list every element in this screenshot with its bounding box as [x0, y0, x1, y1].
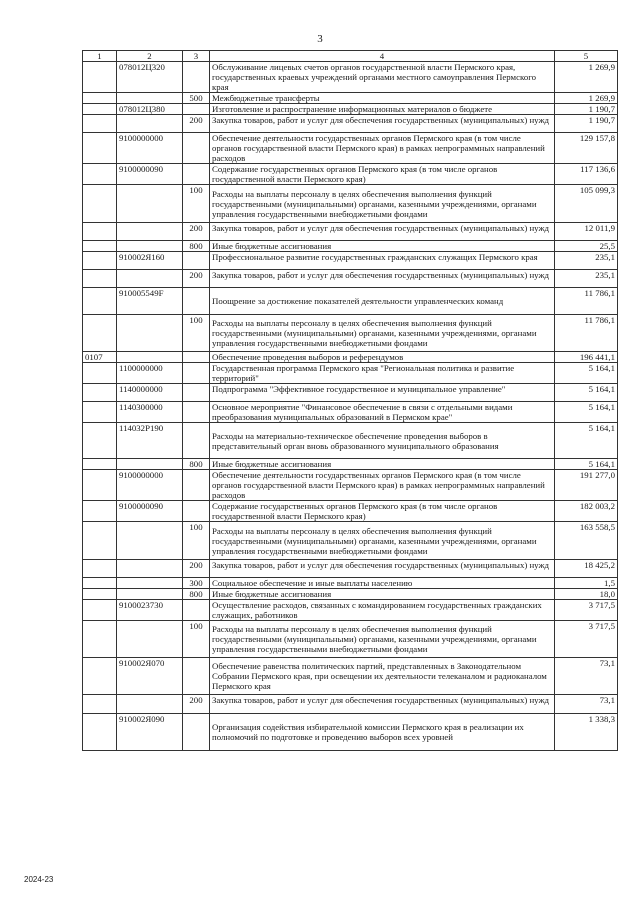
expense-type-cell: 100: [183, 185, 210, 223]
section-code-cell: [83, 164, 117, 185]
amount-cell: 1 190,7: [555, 115, 618, 133]
table-row: [83, 459, 618, 470]
table-row: [83, 522, 618, 560]
description-cell: Обеспечение деятельности государственных органов Пермского края (в том числе органов государственной власти Пермского края) в рамках непрограммных направлений расходов: [210, 470, 555, 501]
table-row: [83, 501, 618, 522]
amount-cell: 1 338,3: [555, 714, 618, 751]
table-row: [83, 621, 618, 658]
table-row: [83, 352, 618, 363]
header-cell: 5: [555, 51, 618, 62]
target-article-cell: [117, 522, 183, 560]
amount-cell: 1 190,7: [555, 104, 618, 115]
description-cell: Расходы на материально-техническое обеспечение проведения выборов в представительный орган вновь образованного муниципального образования: [210, 423, 555, 459]
description-cell: Закупка товаров, работ и услуг для обеспечения государственных (муниципальных) нужд: [210, 695, 555, 714]
table-row: [83, 62, 618, 93]
table-row: [83, 315, 618, 352]
section-code-cell: [83, 522, 117, 560]
amount-cell: 117 136,6: [555, 164, 618, 185]
description-cell: Основное мероприятие "Финансовое обеспечение в связи с отдельными видами преобразования муниципальных образований в Пермском крае": [210, 402, 555, 423]
expense-type-cell: [183, 164, 210, 185]
expense-type-cell: [183, 363, 210, 384]
section-code-cell: [83, 104, 117, 115]
header-cell: 1: [83, 51, 117, 62]
description-cell: Расходы на выплаты персоналу в целях обеспечения выполнения функций государственными (муниципальными) органами, казенными учреждениями, органами управления государственными внебюджетными фондами: [210, 315, 555, 352]
section-code-cell: [83, 589, 117, 600]
amount-cell: 3 717,5: [555, 621, 618, 658]
header-cell: 3: [183, 51, 210, 62]
expense-type-cell: [183, 62, 210, 93]
description-cell: Закупка товаров, работ и услуг для обеспечения государственных (муниципальных) нужд: [210, 560, 555, 578]
expense-type-cell: 200: [183, 115, 210, 133]
table-row: [83, 252, 618, 270]
amount-cell: 11 786,1: [555, 315, 618, 352]
table-row: [83, 241, 618, 252]
page-number: 3: [317, 33, 323, 45]
description-cell: Подпрограмма "Эффективное государственное и муниципальное управление": [210, 384, 555, 402]
amount-cell: 5 164,1: [555, 402, 618, 423]
table-row: [83, 560, 618, 578]
section-code-cell: [83, 658, 117, 695]
amount-cell: 196 441,1: [555, 352, 618, 363]
target-article-cell: [117, 241, 183, 252]
description-cell: Государственная программа Пермского края "Региональная политика и развитие территорий": [210, 363, 555, 384]
description-cell: Организация содействия избирательной комиссии Пермского края в реализации их полномочий по подготовке и проведению выборов всех уровней: [210, 714, 555, 751]
amount-cell: 5 164,1: [555, 459, 618, 470]
description-cell: Обеспечение деятельности государственных органов Пермского края (в том числе органов государственной власти Пермского края) в рамках непрограммных направлений расходов: [210, 133, 555, 164]
section-code-cell: [83, 252, 117, 270]
expense-type-cell: [183, 714, 210, 751]
expense-type-cell: 200: [183, 270, 210, 288]
section-code-cell: [83, 315, 117, 352]
target-article-cell: 078012Ц320: [117, 62, 183, 93]
amount-cell: 235,1: [555, 270, 618, 288]
table-row: [83, 133, 618, 164]
table-row: [83, 578, 618, 589]
expense-type-cell: 200: [183, 223, 210, 241]
table-row: [83, 423, 618, 459]
target-article-cell: 114032Р190: [117, 423, 183, 459]
amount-cell: 73,1: [555, 695, 618, 714]
expense-type-cell: [183, 352, 210, 363]
description-cell: Межбюджетные трансферты: [210, 93, 555, 104]
target-article-cell: 910002Я090: [117, 714, 183, 751]
amount-cell: 129 157,8: [555, 133, 618, 164]
amount-cell: 1,5: [555, 578, 618, 589]
target-article-cell: [117, 352, 183, 363]
section-code-cell: [83, 185, 117, 223]
expense-type-cell: 300: [183, 578, 210, 589]
target-article-cell: [117, 695, 183, 714]
table-row: [83, 115, 618, 133]
section-code-cell: [83, 115, 117, 133]
header-cell: 2: [117, 51, 183, 62]
target-article-cell: 9100000090: [117, 501, 183, 522]
target-article-cell: 1140300000: [117, 402, 183, 423]
description-cell: Иные бюджетные ассигнования: [210, 459, 555, 470]
table-row: [83, 164, 618, 185]
amount-cell: 182 003,2: [555, 501, 618, 522]
document-code: 2024-23: [24, 875, 54, 884]
budget-table: [82, 50, 618, 751]
section-code-cell: [83, 62, 117, 93]
target-article-cell: 9100000000: [117, 133, 183, 164]
description-cell: Расходы на выплаты персоналу в целях обеспечения выполнения функций государственными (муниципальными) органами, казенными учреждениями, органами управления государственными внебюджетными фондами: [210, 185, 555, 223]
section-code-cell: [83, 695, 117, 714]
expense-type-cell: [183, 600, 210, 621]
table-row: [83, 288, 618, 315]
description-cell: Обслуживание лицевых счетов органов государственной власти Пермского края, государственных краевых учреждений органами местного самоуправления Пермского края: [210, 62, 555, 93]
section-code-cell: [83, 578, 117, 589]
description-cell: Иные бюджетные ассигнования: [210, 241, 555, 252]
target-article-cell: [117, 578, 183, 589]
amount-cell: 5 164,1: [555, 363, 618, 384]
description-cell: Обеспечение равенства политических партий, представленных в Законодательном Собрании Пермского края, при освещении их деятельности телеканалом и радиоканалом Пермского края: [210, 658, 555, 695]
table-row: [83, 470, 618, 501]
table-row: [83, 223, 618, 241]
expense-type-cell: 800: [183, 589, 210, 600]
expense-type-cell: [183, 470, 210, 501]
target-article-cell: [117, 315, 183, 352]
description-cell: Обеспечение проведения выборов и референдумов: [210, 352, 555, 363]
table-row: [83, 93, 618, 104]
description-cell: Иные бюджетные ассигнования: [210, 589, 555, 600]
amount-cell: 18,0: [555, 589, 618, 600]
section-code-cell: [83, 501, 117, 522]
section-code-cell: [83, 470, 117, 501]
description-cell: Закупка товаров, работ и услуг для обеспечения государственных (муниципальных) нужд: [210, 223, 555, 241]
description-cell: Закупка товаров, работ и услуг для обеспечения государственных (муниципальных) нужд: [210, 270, 555, 288]
description-cell: Поощрение за достижение показателей деятельности управленческих команд: [210, 288, 555, 315]
table-header-row: [83, 51, 618, 62]
expense-type-cell: 100: [183, 315, 210, 352]
expense-type-cell: 100: [183, 621, 210, 658]
target-article-cell: [117, 560, 183, 578]
target-article-cell: 910002Я160: [117, 252, 183, 270]
target-article-cell: [117, 621, 183, 658]
target-article-cell: [117, 93, 183, 104]
section-code-cell: [83, 714, 117, 751]
section-code-cell: [83, 133, 117, 164]
section-code-cell: [83, 363, 117, 384]
expense-type-cell: 500: [183, 93, 210, 104]
description-cell: Закупка товаров, работ и услуг для обеспечения государственных (муниципальных) нужд: [210, 115, 555, 133]
section-code-cell: [83, 241, 117, 252]
description-cell: Изготовление и распространение информационных материалов о бюджете: [210, 104, 555, 115]
section-code-cell: [83, 423, 117, 459]
expense-type-cell: [183, 423, 210, 459]
amount-cell: 105 099,3: [555, 185, 618, 223]
target-article-cell: 1140000000: [117, 384, 183, 402]
section-code-cell: 0107: [83, 352, 117, 363]
amount-cell: 1 269,9: [555, 62, 618, 93]
table-row: [83, 384, 618, 402]
amount-cell: 18 425,2: [555, 560, 618, 578]
section-code-cell: [83, 270, 117, 288]
target-article-cell: 910005549F: [117, 288, 183, 315]
section-code-cell: [83, 223, 117, 241]
target-article-cell: [117, 270, 183, 288]
target-article-cell: 9100023730: [117, 600, 183, 621]
target-article-cell: 9100000000: [117, 470, 183, 501]
table-row: [83, 402, 618, 423]
amount-cell: 191 277,0: [555, 470, 618, 501]
expense-type-cell: [183, 384, 210, 402]
section-code-cell: [83, 288, 117, 315]
target-article-cell: [117, 589, 183, 600]
description-cell: Профессиональное развитие государственных гражданских служащих Пермского края: [210, 252, 555, 270]
target-article-cell: [117, 185, 183, 223]
target-article-cell: [117, 459, 183, 470]
table-row: [83, 600, 618, 621]
section-code-cell: [83, 560, 117, 578]
description-cell: Социальное обеспечение и иные выплаты населению: [210, 578, 555, 589]
target-article-cell: 078012Ц380: [117, 104, 183, 115]
expense-type-cell: [183, 133, 210, 164]
expense-type-cell: [183, 104, 210, 115]
table-row: [83, 589, 618, 600]
amount-cell: 1 269,9: [555, 93, 618, 104]
section-code-cell: [83, 384, 117, 402]
amount-cell: 25,5: [555, 241, 618, 252]
expense-type-cell: [183, 252, 210, 270]
table-row: [83, 363, 618, 384]
table-row: [83, 714, 618, 751]
amount-cell: 3 717,5: [555, 600, 618, 621]
amount-cell: 73,1: [555, 658, 618, 695]
table-row: [83, 185, 618, 223]
expense-type-cell: 200: [183, 560, 210, 578]
amount-cell: 12 011,9: [555, 223, 618, 241]
target-article-cell: 910002Я070: [117, 658, 183, 695]
description-cell: Осуществление расходов, связанных с командированием государственных гражданских служащих, работников: [210, 600, 555, 621]
target-article-cell: [117, 223, 183, 241]
description-cell: Расходы на выплаты персоналу в целях обеспечения выполнения функций государственными (муниципальными) органами, казенными учреждениями, органами управления государственными внебюджетными фондами: [210, 522, 555, 560]
expense-type-cell: 800: [183, 459, 210, 470]
section-code-cell: [83, 402, 117, 423]
description-cell: Содержание государственных органов Пермского края (в том числе органов государственной власти Пермского края): [210, 501, 555, 522]
expense-type-cell: [183, 402, 210, 423]
section-code-cell: [83, 621, 117, 658]
section-code-cell: [83, 93, 117, 104]
amount-cell: 5 164,1: [555, 384, 618, 402]
amount-cell: 235,1: [555, 252, 618, 270]
section-code-cell: [83, 600, 117, 621]
target-article-cell: 1100000000: [117, 363, 183, 384]
expense-type-cell: [183, 658, 210, 695]
amount-cell: 163 558,5: [555, 522, 618, 560]
table-row: [83, 658, 618, 695]
table-row: [83, 695, 618, 714]
description-cell: Расходы на выплаты персоналу в целях обеспечения выполнения функций государственными (муниципальными) органами, казенными учреждениями, органами управления государственными внебюджетными фондами: [210, 621, 555, 658]
target-article-cell: [117, 115, 183, 133]
section-code-cell: [83, 459, 117, 470]
expense-type-cell: [183, 288, 210, 315]
expense-type-cell: [183, 501, 210, 522]
header-cell: 4: [210, 51, 555, 62]
amount-cell: 11 786,1: [555, 288, 618, 315]
expense-type-cell: 200: [183, 695, 210, 714]
expense-type-cell: 800: [183, 241, 210, 252]
expense-type-cell: 100: [183, 522, 210, 560]
amount-cell: 5 164,1: [555, 423, 618, 459]
table-row: [83, 270, 618, 288]
table-row: [83, 104, 618, 115]
description-cell: Содержание государственных органов Пермского края (в том числе органов государственной власти Пермского края): [210, 164, 555, 185]
target-article-cell: 9100000090: [117, 164, 183, 185]
